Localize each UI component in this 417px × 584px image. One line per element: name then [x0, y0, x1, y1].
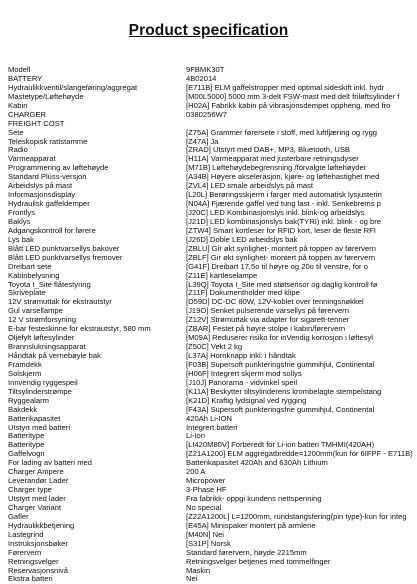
spec-row — [8, 549, 413, 558]
spec-row — [8, 66, 413, 75]
spec-value: [L37A] Hornknapp inkl. i håndtak — [186, 352, 296, 360]
spec-row — [8, 334, 413, 343]
spec-value: [ZRAD] Utstyrt med DAB+, MP3, Bluetooth, USB — [186, 146, 350, 155]
spec-value: Nei — [186, 575, 198, 584]
spec-row — [8, 75, 413, 84]
spec-value: [J20C] LED Kombinasjonslys inkl. blink-og arbeidslys — [186, 209, 365, 217]
spec-value: [Z22A1200L] L=1200mm, rundstangsfering(pin type)-kun for integ — [186, 512, 407, 521]
spec-value: [Z75A] Grammer førersete i stoff, med luftfjæring og rygg — [186, 128, 378, 137]
spec-label: Retningsvelger — [8, 557, 59, 566]
spec-label: BATTERY — [8, 74, 43, 83]
spec-value: [N04A] Fjærende gaffel ved tung last - inkl. Senkebrems p — [186, 200, 381, 209]
spec-row — [8, 209, 413, 218]
spec-value: 200 A — [186, 468, 206, 477]
spec-value: [ZBLF] Gir økt synlighet- montert på toppen av førervern — [186, 253, 376, 262]
spec-value: [D59D] DC-DC 80W, 12V-koblet over tenningsnøkkel — [186, 298, 364, 307]
spec-label: Oljefylt løftesylinder — [8, 334, 75, 343]
spec-label: Framdekk — [8, 360, 42, 369]
spec-label: 12 V strømforsyning — [8, 316, 76, 325]
spec-value: [J26D] Doble LED arbeidslys bak — [186, 235, 298, 244]
spec-label: Tiltsylinderstrømpe — [8, 387, 72, 396]
spec-row — [8, 513, 413, 522]
spec-label: Hydraulisk gaffeldemper — [8, 200, 90, 209]
spec-label: Skriveplate — [8, 289, 46, 298]
spec-value: 3-Phase HF — [186, 486, 227, 495]
spec-label: Kabin — [8, 101, 28, 110]
spec-row — [8, 164, 413, 173]
spec-row — [8, 558, 413, 567]
spec-row — [8, 397, 413, 406]
spec-label: Charger Variant — [8, 503, 62, 512]
spec-row — [8, 424, 413, 433]
spec-value: Standard førervern, høyde 2215mm — [186, 548, 307, 557]
spec-value: No special — [186, 503, 222, 512]
spec-row — [8, 450, 413, 459]
spec-value: [Z11E] kartleselampe — [186, 271, 258, 280]
spec-value — [186, 120, 413, 129]
spec-value: [M00L5000] 5000 mm 3-delt FSW-mast med delt friløftsylinder f — [186, 92, 400, 101]
spec-row — [8, 200, 413, 209]
spec-value: [LI420M80V] Forberedt for Li-ion batteri TMHMI(420AH) — [186, 441, 375, 450]
spec-row — [8, 155, 413, 164]
spec-label: Reservasjonsnivå — [8, 566, 68, 575]
spec-value: [ZBAR] Festet på høyre stolpe i kabin/førervern — [186, 325, 346, 334]
spec-row — [8, 272, 413, 281]
spec-row — [8, 441, 413, 450]
spec-value: 420Ah Li-ION — [186, 414, 233, 423]
spec-row — [8, 173, 413, 182]
spec-label: Baklys — [8, 217, 31, 226]
spec-label: Adgangskontroll for førere — [8, 226, 96, 235]
spec-label: Kabinbelysning — [8, 271, 60, 280]
spec-value: [A34B] Høyere akselerasjon, kjøre- og løftehastighet med — [186, 173, 380, 182]
spec-row — [8, 459, 413, 468]
spec-label: Batterikapasitet — [8, 414, 61, 423]
spec-row — [8, 468, 413, 477]
spec-row — [8, 432, 413, 441]
spec-value: Batterikapasitet 420Ah and 630Ah Lithium — [186, 459, 328, 468]
spec-label: Dreibart sete — [8, 262, 52, 271]
spec-label: CHARGER — [8, 110, 46, 119]
spec-value: [Z12V] Strømuttak via adapter for sigarett-tenner — [186, 316, 350, 325]
spec-row — [8, 325, 413, 334]
spec-row — [8, 227, 413, 236]
spec-value: [ZTW4] Smart kortleser for RFID kort, leser de fleste RFI — [186, 226, 376, 235]
page-title: Product specification — [128, 22, 289, 39]
spec-value: 4B02014 — [186, 74, 217, 83]
spec-row — [8, 298, 413, 307]
spec-row — [8, 540, 413, 549]
spec-value: [Z50C] Vekt 2 kg — [186, 343, 243, 352]
spec-label: Teleskopisk rattstamme — [8, 137, 88, 146]
spec-row — [8, 406, 413, 415]
spec-row — [8, 379, 413, 388]
spec-value: [ZVL4] LED smale arbeidslys på mast — [186, 182, 314, 191]
spec-value: [J10J] Panorama - vidvinkel speil — [186, 378, 298, 387]
spec-label: Batteritype — [8, 432, 45, 441]
spec-label: Sete — [8, 128, 24, 137]
spec-value: [ZBLU] Gir økt synlighet- montert på toppen av førervern — [186, 244, 376, 253]
spec-value: Maskin — [186, 566, 211, 575]
spec-row — [8, 254, 413, 263]
spec-row — [8, 146, 413, 155]
spec-value: Fra fabrikk- oppgi kundens nettspenning — [186, 495, 322, 503]
spec-value: [H11A] Varmeapparat med justerbare retningsdyser — [186, 155, 359, 164]
spec-value: [F43A] Supersoft punkteringsfrie gummihjul, Continental — [186, 405, 375, 414]
spec-row — [8, 263, 413, 272]
spec-value: [M40N] Nei — [186, 530, 224, 539]
spec-value: [K21D] Kraftig lydsignal ved rygging — [186, 396, 307, 405]
spec-value: [F03B] Supersoft punkteringsfrie gummihjul, Continental — [186, 360, 375, 369]
spec-label: FREIGHT COST — [8, 119, 65, 128]
spec-row — [8, 129, 413, 138]
spec-label: Lastegrind — [8, 530, 44, 539]
spec-value: [E45A] Minispaker montert på armlene — [186, 521, 316, 530]
spec-value: [J19O] Senket pulserende varsellys på førervern — [186, 307, 349, 316]
spec-value: [H06F] Integrert skjerm mod sollys — [186, 369, 302, 378]
spec-row — [8, 138, 413, 147]
spec-row — [8, 343, 413, 352]
spec-value: [J21D] LED kombinasjonslys bak(TYRI) inkl. blink - og bre — [186, 217, 381, 226]
spec-table — [8, 66, 413, 584]
spec-label: Ekstra batteri — [8, 575, 53, 584]
spec-label: Gul varsellampe — [8, 307, 63, 316]
spec-row — [8, 218, 413, 227]
spec-label: Førervern — [8, 548, 42, 557]
spec-row — [8, 191, 413, 200]
spec-value: [L20L] Berøringsskjerm i farger med automatisk lysjusterin — [186, 191, 382, 200]
spec-label: Modell — [8, 66, 31, 74]
spec-row — [8, 361, 413, 370]
spec-row — [8, 495, 413, 504]
spec-row — [8, 102, 413, 111]
spec-label: Blått LED punktvarsellys fremover — [8, 253, 123, 262]
spec-row — [8, 289, 413, 298]
spec-value: [S31P] Norsk — [186, 539, 231, 548]
spec-label: Charger type — [8, 486, 52, 495]
spec-row — [8, 120, 413, 129]
spec-row — [8, 93, 413, 102]
spec-label: Hydraulikkbetjening — [8, 521, 75, 530]
spec-row — [8, 370, 413, 379]
spec-value: [K11A] Beskytter tiltsylinderens krombelagte stempelstang — [186, 387, 382, 396]
spec-value: 0380256W7 — [186, 110, 227, 119]
spec-label: Hydraulikkventil/slangeføring/aggregat — [8, 83, 138, 92]
spec-label: Arbeidslys på mast — [8, 182, 73, 191]
spec-value: [G41F] Dreibart 17,5o til høyre og 20o til venstre, for o — [186, 262, 368, 271]
spec-row — [8, 182, 413, 191]
spec-label: Radio — [8, 146, 28, 155]
spec-label: Mastetype/Løftehøyde — [8, 92, 84, 101]
spec-label: Leverandør Lader — [8, 477, 69, 486]
spec-row — [8, 111, 413, 120]
spec-row — [8, 84, 413, 93]
spec-value: [H02A] Fabrikk kabin på vibrasjonsdempet oppheng, med fro — [186, 101, 391, 110]
spec-row — [8, 352, 413, 361]
spec-label: Ryggealarm — [8, 396, 49, 405]
spec-row — [8, 236, 413, 245]
spec-row — [8, 567, 413, 576]
spec-value: Micropower — [186, 477, 226, 486]
spec-label: Standard Pluss-versjon — [8, 173, 87, 182]
spec-value: [L39Q] Toyota I_Site med støtsensor og daglig kontroll fø — [186, 280, 378, 289]
spec-row — [8, 307, 413, 316]
spec-row — [8, 522, 413, 531]
spec-value: Li-Ion — [186, 432, 205, 441]
spec-label: Utstyrt med batteri — [8, 423, 71, 432]
spec-row — [8, 486, 413, 495]
spec-label: Informasjonsdisplay — [8, 191, 76, 200]
spec-label: Batteritype — [8, 441, 45, 450]
spec-label: 12V strømuttak for ekstrautstyr — [8, 298, 112, 307]
spec-label: Varmeapparat — [8, 155, 56, 164]
spec-row — [8, 316, 413, 325]
spec-row — [8, 388, 413, 397]
spec-value: [M09A] Reduserer risiko for inVendig korrosjon i løftesyl — [186, 334, 373, 343]
spec-label: Blått LED punktvarsellys bakover — [8, 244, 120, 253]
spec-label: Lys bak — [8, 235, 34, 244]
spec-label: Brannslukningsapparat — [8, 343, 86, 352]
spec-label: Håndtak på vernebøyle bak — [8, 352, 101, 360]
spec-value: 9FBMK30T — [186, 66, 225, 74]
spec-row — [8, 504, 413, 513]
spec-value: Integrert batteri — [186, 423, 238, 432]
spec-label: Toyota I_Site flåtestyring — [8, 280, 91, 289]
spec-label: Gafler — [8, 512, 29, 521]
spec-row — [8, 415, 413, 424]
spec-label: For lading av batteri med — [8, 459, 92, 468]
spec-label: Bakdekk — [8, 405, 38, 414]
spec-value: Retningsvelger betjenes med tommelfinger — [186, 557, 331, 566]
spec-value: [M71B] Løftehøydebegrensning /forvalgte løftehøyder — [186, 164, 367, 173]
spec-row — [8, 477, 413, 486]
spec-row — [8, 531, 413, 540]
spec-label: Frontlys — [8, 209, 36, 217]
spec-row — [8, 575, 413, 584]
spec-label: Utstyrt med lader — [8, 495, 66, 503]
spec-value: [Z11F] Dokumentholder med klipe — [186, 289, 300, 298]
spec-label: Gaffelvogn — [8, 450, 45, 459]
spec-value: [E711B] ELM gaffelstropper med optimal sideskift inkl. hydr — [186, 83, 385, 92]
spec-row — [8, 245, 413, 254]
spec-row — [8, 281, 413, 290]
spec-label: E-bar festeskinne for ekstrautstyr, 580 mm — [8, 325, 151, 334]
spec-value: [Z21A1200] ELM aggregatbredde=1200mm(kun for 6IFPF - E711B) — [186, 450, 413, 459]
spec-label: Programmering av løftehøyde — [8, 164, 109, 173]
spec-label: Instruksjonsbøker — [8, 539, 68, 548]
spec-value: [Z47A] Ja — [186, 137, 219, 146]
spec-label: Charger Ampere — [8, 468, 64, 477]
spec-label: Solskjerm — [8, 369, 42, 378]
spec-label: Innvendig ryggespeil — [8, 378, 78, 387]
